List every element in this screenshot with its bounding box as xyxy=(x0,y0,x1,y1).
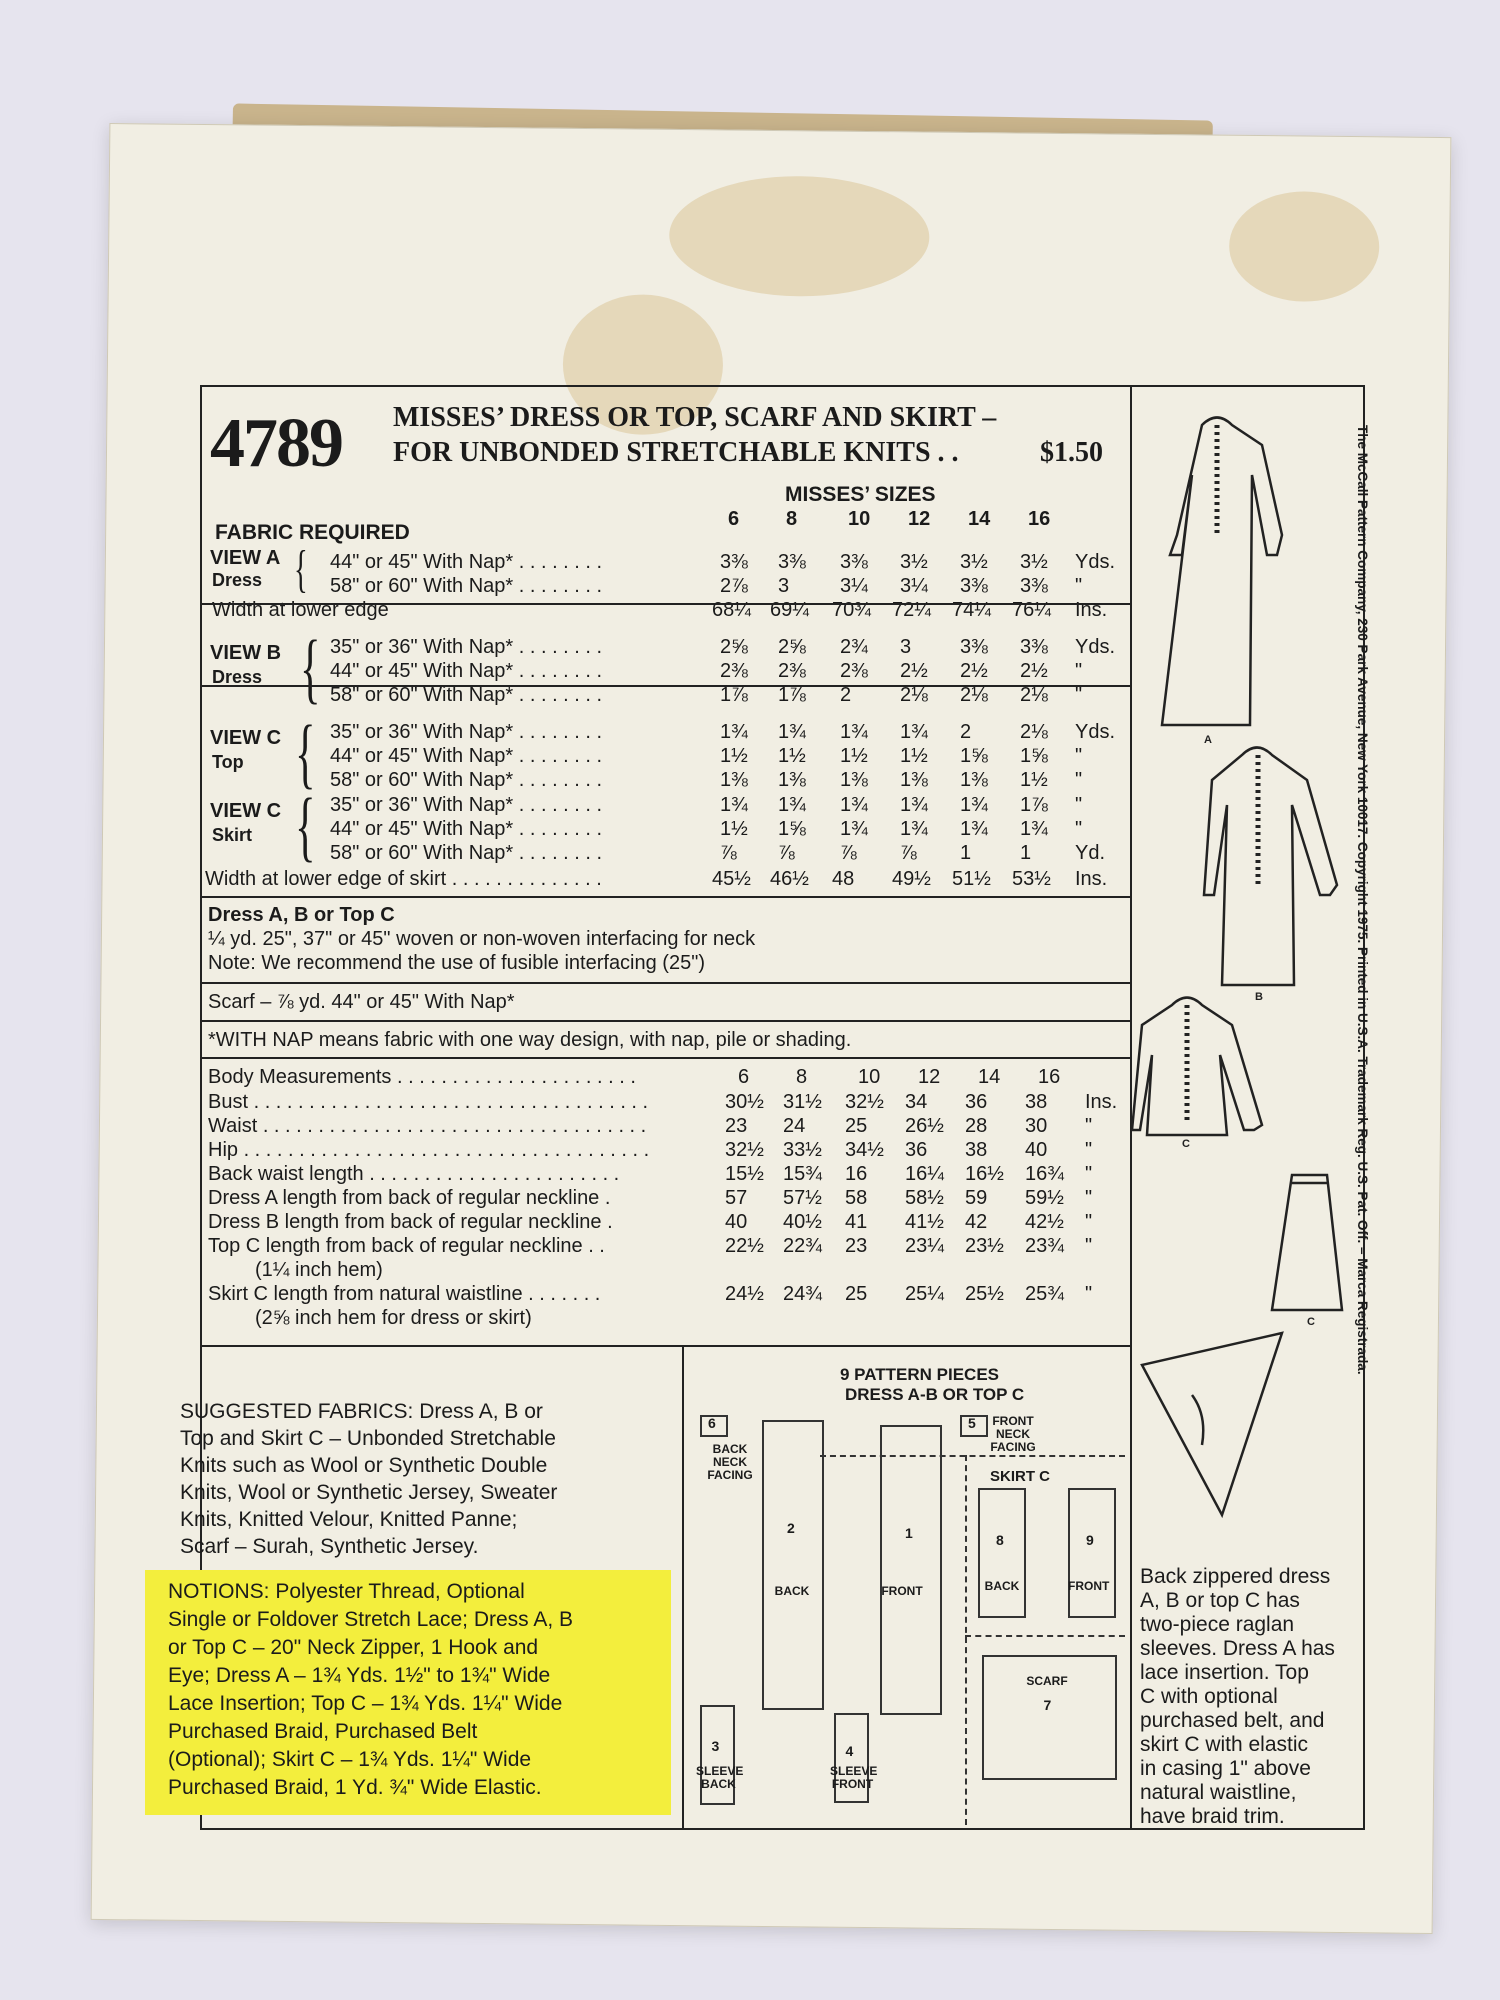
unit: " xyxy=(1085,1211,1093,1233)
fabric-value: 3½ xyxy=(960,551,988,573)
fabric-value: 1 xyxy=(1020,842,1032,864)
fabric-value: 74¼ xyxy=(952,599,991,621)
measurement-value: 28 xyxy=(965,1115,988,1137)
notions-line: or Top C – 20" Neck Zipper, 1 Hook and xyxy=(168,1636,539,1659)
fabric-value: 1¾ xyxy=(900,794,928,816)
unit: Yds. xyxy=(1075,721,1116,743)
pattern-piece xyxy=(880,1425,942,1715)
fabric-value: 1¾ xyxy=(960,794,988,816)
view-illustrations xyxy=(1132,385,1364,1535)
fabric-value: 72¼ xyxy=(892,599,931,621)
size-header: 10 xyxy=(848,508,871,530)
measurement-value: 25¾ xyxy=(1025,1283,1064,1305)
view-label-c-skirt: C xyxy=(1307,1316,1315,1328)
fabric-required-label: FABRIC REQUIRED xyxy=(215,521,410,544)
measurement-value: 57½ xyxy=(783,1187,822,1209)
fabric-value: 1⅜ xyxy=(900,769,928,791)
brace: { xyxy=(294,541,308,598)
measurement-value: 15¾ xyxy=(783,1163,822,1185)
unit: " xyxy=(1075,660,1083,682)
size-header: 8 xyxy=(786,508,798,530)
measurement-value: 30 xyxy=(1025,1115,1048,1137)
fabric-extra-label: Width at lower edge of skirt . . . . . . . . . . . . . . xyxy=(205,868,602,890)
measurement-label: Top C length from back of regular neckline . . xyxy=(208,1235,605,1257)
fabric-value: 2½ xyxy=(960,660,988,682)
fabric-value: 69¼ xyxy=(770,599,809,621)
fabric-value: 2⅜ xyxy=(720,660,748,682)
size-header: 8 xyxy=(796,1066,808,1088)
view-a-dress-drawing xyxy=(1162,418,1282,726)
size-header: 16 xyxy=(1028,508,1051,530)
size-header: 6 xyxy=(738,1066,750,1088)
fabric-row-label: 58" or 60" With Nap* . . . . . . . . xyxy=(330,575,603,597)
measurement-value: 25 xyxy=(845,1283,868,1305)
view-sub: Dress xyxy=(212,570,263,590)
piece-label: FRONT xyxy=(881,1584,923,1598)
measurement-value: 30½ xyxy=(725,1091,764,1113)
fabric-value: 1⅞ xyxy=(778,684,806,706)
measurement-value: 32½ xyxy=(725,1139,764,1161)
measurement-value: 24¾ xyxy=(783,1283,822,1305)
skirt-c-label: SKIRT C xyxy=(990,1468,1050,1485)
fabric-value: 1⅞ xyxy=(1020,794,1048,816)
fabric-value: 2⅛ xyxy=(1020,721,1048,743)
fabric-value: 2½ xyxy=(1020,660,1048,682)
divider xyxy=(200,1345,1132,1347)
fabric-row-label: 35" or 36" With Nap* . . . . . . . . xyxy=(330,636,603,658)
fabric-value: 1½ xyxy=(1020,769,1048,791)
description-line: in casing 1" above xyxy=(1140,1757,1311,1780)
fabric-value: 3⅜ xyxy=(778,551,806,573)
fabric-value: 1¾ xyxy=(840,794,868,816)
measurement-value: 34 xyxy=(905,1091,928,1113)
fabric-value: 3⅜ xyxy=(720,551,748,573)
measurement-note: (2⅝ inch hem for dress or skirt) xyxy=(255,1307,532,1329)
measurement-label: Skirt C length from natural waistline . . . . . . . xyxy=(208,1283,601,1305)
view-sub: Dress xyxy=(212,667,263,687)
fabric-value: 1¾ xyxy=(840,721,868,743)
fabric-value: 2⅝ xyxy=(720,636,748,658)
size-header: 10 xyxy=(858,1066,881,1088)
unit: " xyxy=(1085,1283,1093,1305)
interfacing-note: Note: We recommend the use of fusible interfacing (25") xyxy=(208,952,705,974)
measurement-value: 16¼ xyxy=(905,1163,944,1185)
description-line: C with optional xyxy=(1140,1685,1278,1708)
divider xyxy=(200,1057,1132,1059)
view-label-c-top: C xyxy=(1182,1138,1190,1150)
divider xyxy=(200,685,1132,687)
fabric-value: 3½ xyxy=(900,551,928,573)
fabric-row-label: 58" or 60" With Nap* . . . . . . . . xyxy=(330,842,603,864)
measurement-note: (1¼ inch hem) xyxy=(255,1259,383,1281)
description-line: Back zippered dress xyxy=(1140,1565,1331,1588)
fabric-value: 3⅜ xyxy=(960,636,988,658)
size-header: 14 xyxy=(968,508,991,530)
measurement-value: 42½ xyxy=(1025,1211,1064,1233)
title-line-2: FOR UNBONDED STRETCHABLE KNITS . . xyxy=(393,437,959,468)
misses-sizes-label: MISSES’ SIZES xyxy=(785,483,936,506)
measurement-value: 23½ xyxy=(965,1235,1004,1257)
piece-number: 1 xyxy=(905,1524,913,1541)
fold-line xyxy=(965,1455,967,1825)
pattern-piece xyxy=(1068,1488,1116,1618)
fabric-value: 1⅝ xyxy=(1020,745,1048,767)
size-header: 16 xyxy=(1038,1066,1061,1088)
unit: " xyxy=(1075,818,1083,840)
view-name: VIEW A xyxy=(210,547,281,569)
unit: Yds. xyxy=(1075,636,1116,658)
fabric-row-label: 58" or 60" With Nap* . . . . . . . . xyxy=(330,769,603,791)
piece-label: SLEEVE BACK xyxy=(696,1764,744,1791)
fabric-value: 1 xyxy=(960,842,972,864)
fabric-value: 68¼ xyxy=(712,599,751,621)
notions-line: Single or Foldover Stretch Lace; Dress A, B xyxy=(168,1608,574,1631)
fabric-value: 2⅛ xyxy=(960,684,988,706)
water-stain xyxy=(669,175,930,298)
fabric-value: 46½ xyxy=(770,868,809,890)
measurement-value: 33½ xyxy=(783,1139,822,1161)
measurement-value: 23 xyxy=(725,1115,748,1137)
fabric-value: 3¼ xyxy=(900,575,928,597)
unit: " xyxy=(1075,769,1083,791)
body-measurements-heading: Body Measurements . . . . . . . . . . . . . . . . . . . . . . xyxy=(208,1066,636,1088)
fabric-row-label: 44" or 45" With Nap* . . . . . . . . xyxy=(330,745,603,767)
measurement-value: 59 xyxy=(965,1187,988,1209)
fabric-value: 1¾ xyxy=(900,818,928,840)
unit: Yds. xyxy=(1075,551,1116,573)
fabric-value: 1½ xyxy=(778,745,806,767)
piece-number: 8 xyxy=(996,1531,1004,1548)
description-line: have braid trim. xyxy=(1140,1805,1285,1828)
unit: " xyxy=(1085,1235,1093,1257)
view-c-top-drawing xyxy=(1132,998,1262,1136)
divider xyxy=(200,1020,1132,1022)
description-line: natural waistline, xyxy=(1140,1781,1297,1804)
view-c-skirt-drawing xyxy=(1272,1175,1342,1310)
measurement-value: 25½ xyxy=(965,1283,1004,1305)
unit: " xyxy=(1085,1139,1093,1161)
fabric-value: 2⅝ xyxy=(778,636,806,658)
fabric-value: 3⅜ xyxy=(1020,636,1048,658)
description-line: purchased belt, and xyxy=(1140,1709,1325,1732)
measurement-value: 42 xyxy=(965,1211,988,1233)
fabric-value: 1¾ xyxy=(778,721,806,743)
fabric-value: 1⅞ xyxy=(720,684,748,706)
fabric-value: 1⅝ xyxy=(778,818,806,840)
view-name: VIEW B xyxy=(210,642,282,664)
measurement-value: 16 xyxy=(845,1163,868,1185)
measurement-value: 22¾ xyxy=(783,1235,822,1257)
fabric-value: ⅞ xyxy=(900,842,917,864)
measurement-value: 23¼ xyxy=(905,1235,944,1257)
pattern-pieces-title: 9 PATTERN PIECES xyxy=(840,1365,1000,1384)
piece-number: 5 xyxy=(968,1415,976,1431)
fabric-value: 2½ xyxy=(900,660,928,682)
fabric-value: 2⅞ xyxy=(720,575,748,597)
fabric-extra-label: Width at lower edge xyxy=(212,599,389,621)
measurement-value: 26½ xyxy=(905,1115,944,1137)
fabric-value: 3 xyxy=(778,575,790,597)
measurement-value: 41 xyxy=(845,1211,868,1233)
measurement-value: 25¼ xyxy=(905,1283,944,1305)
suggested-fabrics-line: Knits, Wool or Synthetic Jersey, Sweater xyxy=(180,1481,558,1504)
fabric-value: ⅞ xyxy=(778,842,795,864)
view-name: VIEW C xyxy=(210,727,282,749)
fabric-value: 48 xyxy=(832,868,855,890)
fabric-value: 1¾ xyxy=(778,794,806,816)
fabric-value: 49½ xyxy=(892,868,931,890)
description-line: A, B or top C has xyxy=(1140,1589,1300,1612)
piece-number: 4 xyxy=(845,1742,854,1759)
fabric-value: 2 xyxy=(960,721,972,743)
title-line-1: MISSES’ DRESS OR TOP, SCARF AND SKIRT – xyxy=(393,402,997,433)
measurement-label: Waist . . . . . . . . . . . . . . . . . . . . . . . . . . . . . . . . . . . xyxy=(208,1115,647,1137)
measurement-value: 58½ xyxy=(905,1187,944,1209)
fabric-value: 3⅜ xyxy=(840,551,868,573)
unit: " xyxy=(1075,575,1083,597)
divider xyxy=(200,982,1132,984)
fabric-value: 3¼ xyxy=(840,575,868,597)
measurement-value: 23¾ xyxy=(1025,1235,1064,1257)
measurement-value: 16½ xyxy=(965,1163,1004,1185)
fabric-value: 76¼ xyxy=(1012,599,1051,621)
fabric-value: 2⅜ xyxy=(778,660,806,682)
measurement-value: 16¾ xyxy=(1025,1163,1064,1185)
fabric-row-label: 35" or 36" With Nap* . . . . . . . . xyxy=(330,721,603,743)
fabric-row-label: 44" or 45" With Nap* . . . . . . . . xyxy=(330,551,603,573)
fabric-value: 70¾ xyxy=(832,599,871,621)
fabric-value: 3⅜ xyxy=(1020,575,1048,597)
fabric-value: 1⅝ xyxy=(960,745,988,767)
measurement-value: 23 xyxy=(845,1235,868,1257)
fabric-value: 1¾ xyxy=(1020,818,1048,840)
fabric-value: 1¾ xyxy=(900,721,928,743)
pattern-piece xyxy=(978,1488,1026,1618)
measurement-value: 31½ xyxy=(783,1091,822,1113)
brace: { xyxy=(300,624,321,711)
size-header: 12 xyxy=(908,508,931,530)
scarf-drawing xyxy=(1142,1333,1282,1515)
fabric-value: 2⅜ xyxy=(840,660,868,682)
fabric-value: 45½ xyxy=(712,868,751,890)
piece-label: FRONT NECK FACING xyxy=(990,1414,1036,1454)
unit: Ins. xyxy=(1075,868,1108,890)
measurement-value: 22½ xyxy=(725,1235,764,1257)
unit: Ins. xyxy=(1075,599,1108,621)
piece-label: SLEEVE FRONT xyxy=(830,1764,878,1791)
piece-number: 3 xyxy=(711,1738,720,1754)
measurement-value: 36 xyxy=(965,1091,988,1113)
view-sub: Skirt xyxy=(212,825,253,845)
suggested-fabrics-line: Knits, Knitted Velour, Knitted Panne; xyxy=(180,1508,518,1531)
view-name: VIEW C xyxy=(210,800,282,822)
description-line: sleeves. Dress A has xyxy=(1140,1637,1335,1660)
measurement-label: Dress A length from back of regular neckline . xyxy=(208,1187,611,1209)
divider xyxy=(200,896,1132,898)
unit: " xyxy=(1075,684,1083,706)
measurement-value: 15½ xyxy=(725,1163,764,1185)
measurement-value: 32½ xyxy=(845,1091,884,1113)
pattern-pieces-subtitle: DRESS A-B OR TOP C xyxy=(845,1385,1025,1404)
brace: { xyxy=(295,709,316,796)
notions-line: Purchased Braid, 1 Yd. ¾" Wide Elastic. xyxy=(168,1776,542,1799)
fold-line xyxy=(965,1635,1125,1637)
measurement-value: 38 xyxy=(965,1139,988,1161)
fabric-value: 3 xyxy=(900,636,912,658)
interfacing-heading: Dress A, B or Top C xyxy=(208,904,395,926)
fabric-value: 2 xyxy=(840,684,852,706)
measurement-label: Back waist length . . . . . . . . . . . . . . . . . . . . . . . xyxy=(208,1163,620,1185)
fabric-value: ⅞ xyxy=(720,842,737,864)
view-sub: Top xyxy=(212,752,244,772)
notions-line: Lace Insertion; Top C – 1¾ Yds. 1¼" Wide xyxy=(168,1692,563,1715)
fabric-value: 53½ xyxy=(1012,868,1051,890)
fabric-value: 1⅜ xyxy=(778,769,806,791)
pattern-piece xyxy=(762,1420,824,1710)
piece-label: BACK NECK FACING xyxy=(707,1442,753,1482)
unit: " xyxy=(1085,1187,1093,1209)
water-stain xyxy=(1229,191,1380,303)
notions-line: (Optional); Skirt C – 1¾ Yds. 1¼" Wide xyxy=(168,1748,532,1771)
fabric-value: 1⅜ xyxy=(720,769,748,791)
piece-label: BACK xyxy=(984,1579,1020,1593)
measurement-value: 34½ xyxy=(845,1139,884,1161)
measurement-value: 41½ xyxy=(905,1211,944,1233)
size-header: 12 xyxy=(918,1066,941,1088)
fabric-value: 1½ xyxy=(720,745,748,767)
measurement-value: 57 xyxy=(725,1187,748,1209)
measurement-value: 38 xyxy=(1025,1091,1048,1113)
nap-note: *WITH NAP means fabric with one way design, with nap, pile or shading. xyxy=(208,1029,852,1051)
fabric-value: 2⅛ xyxy=(900,684,928,706)
unit: Ins. xyxy=(1085,1091,1118,1113)
measurement-value: 58 xyxy=(845,1187,868,1209)
brace: { xyxy=(295,782,316,869)
unit: " xyxy=(1075,794,1083,816)
piece-label: BACK xyxy=(774,1584,810,1598)
fabric-value: 1¾ xyxy=(960,818,988,840)
fabric-value: 1½ xyxy=(720,818,748,840)
fabric-value: 1¾ xyxy=(720,794,748,816)
scarf-yardage: Scarf – ⅞ yd. 44" or 45" With Nap* xyxy=(208,991,515,1013)
fabric-value: 1⅜ xyxy=(960,769,988,791)
fabric-value: 3½ xyxy=(1020,551,1048,573)
fabric-value: 2⅛ xyxy=(1020,684,1048,706)
suggested-fabrics-line: Knits such as Wool or Synthetic Double xyxy=(180,1454,548,1477)
measurement-value: 40½ xyxy=(783,1211,822,1233)
copyright-side-text: The McCall Pattern Company, 230 Park Avenue, New York 10017. Copyright 1975. Printed in U.S.A. Trademark Reg. U.S. Pat. Off. – Marca Registrada. xyxy=(1355,425,1370,1375)
fabric-value: 3⅜ xyxy=(960,575,988,597)
fabric-value: ⅞ xyxy=(840,842,857,864)
notions-line: NOTIONS: Polyester Thread, Optional xyxy=(168,1580,525,1603)
fabric-value: 1½ xyxy=(840,745,868,767)
fabric-value: 51½ xyxy=(952,868,991,890)
measurement-value: 24 xyxy=(783,1115,806,1137)
price: $1.50 xyxy=(1040,437,1103,468)
suggested-fabrics-line: SUGGESTED FABRICS: Dress A, B or xyxy=(180,1400,543,1423)
fabric-value: 2¾ xyxy=(840,636,868,658)
description-line: skirt C with elastic xyxy=(1140,1733,1309,1756)
pattern-number: 4789 xyxy=(210,405,342,482)
unit: " xyxy=(1075,745,1083,767)
divider xyxy=(682,1345,684,1830)
piece-number: 2 xyxy=(787,1519,795,1536)
size-header: 6 xyxy=(728,508,740,530)
suggested-fabrics-line: Top and Skirt C – Unbonded Stretchable xyxy=(180,1427,556,1450)
divider xyxy=(200,603,1132,605)
fabric-row-label: 35" or 36" With Nap* . . . . . . . . xyxy=(330,794,603,816)
fabric-row-label: 44" or 45" With Nap* . . . . . . . . xyxy=(330,818,603,840)
measurement-value: 24½ xyxy=(725,1283,764,1305)
piece-number: 6 xyxy=(708,1415,716,1431)
unit: Yd. xyxy=(1075,842,1106,864)
fabric-value: 1⅜ xyxy=(840,769,868,791)
measurement-label: Bust . . . . . . . . . . . . . . . . . . . . . . . . . . . . . . . . . . . . xyxy=(208,1091,649,1113)
fabric-value: 1½ xyxy=(900,745,928,767)
unit: " xyxy=(1085,1163,1093,1185)
piece-label: SCARF xyxy=(1026,1674,1068,1688)
fabric-row-label: 58" or 60" With Nap* . . . . . . . . xyxy=(330,684,603,706)
unit: " xyxy=(1085,1115,1093,1137)
measurement-value: 59½ xyxy=(1025,1187,1064,1209)
notions-line: Purchased Braid, Purchased Belt xyxy=(168,1720,478,1743)
measurement-value: 25 xyxy=(845,1115,868,1137)
fold-line xyxy=(820,1455,1125,1457)
suggested-fabrics-line: Scarf – Surah, Synthetic Jersey. xyxy=(180,1535,479,1558)
measurement-value: 36 xyxy=(905,1139,928,1161)
fabric-value: 1¾ xyxy=(840,818,868,840)
size-header: 14 xyxy=(978,1066,1001,1088)
measurement-label: Hip . . . . . . . . . . . . . . . . . . . . . . . . . . . . . . . . . . . . . xyxy=(208,1139,650,1161)
measurement-label: Dress B length from back of regular neckline . xyxy=(208,1211,613,1233)
piece-number: 9 xyxy=(1086,1531,1094,1548)
view-b-dress-drawing xyxy=(1204,748,1337,986)
view-label-b: B xyxy=(1255,991,1263,1003)
fabric-row-label: 44" or 45" With Nap* . . . . . . . . xyxy=(330,660,603,682)
fabric-value: 1¾ xyxy=(720,721,748,743)
view-label-a: A xyxy=(1204,734,1212,746)
interfacing-line-1: ¼ yd. 25", 37" or 45" woven or non-woven interfacing for neck xyxy=(208,928,756,950)
description-line: lace insertion. Top xyxy=(1140,1661,1309,1684)
description-line: two-piece raglan xyxy=(1140,1613,1295,1636)
piece-number: 7 xyxy=(1043,1696,1052,1713)
measurement-value: 40 xyxy=(725,1211,748,1233)
measurement-value: 40 xyxy=(1025,1139,1048,1161)
notions-line: Eye; Dress A – 1¾ Yds. 1½" to 1¾" Wide xyxy=(168,1664,551,1687)
piece-label: FRONT xyxy=(1068,1579,1110,1593)
